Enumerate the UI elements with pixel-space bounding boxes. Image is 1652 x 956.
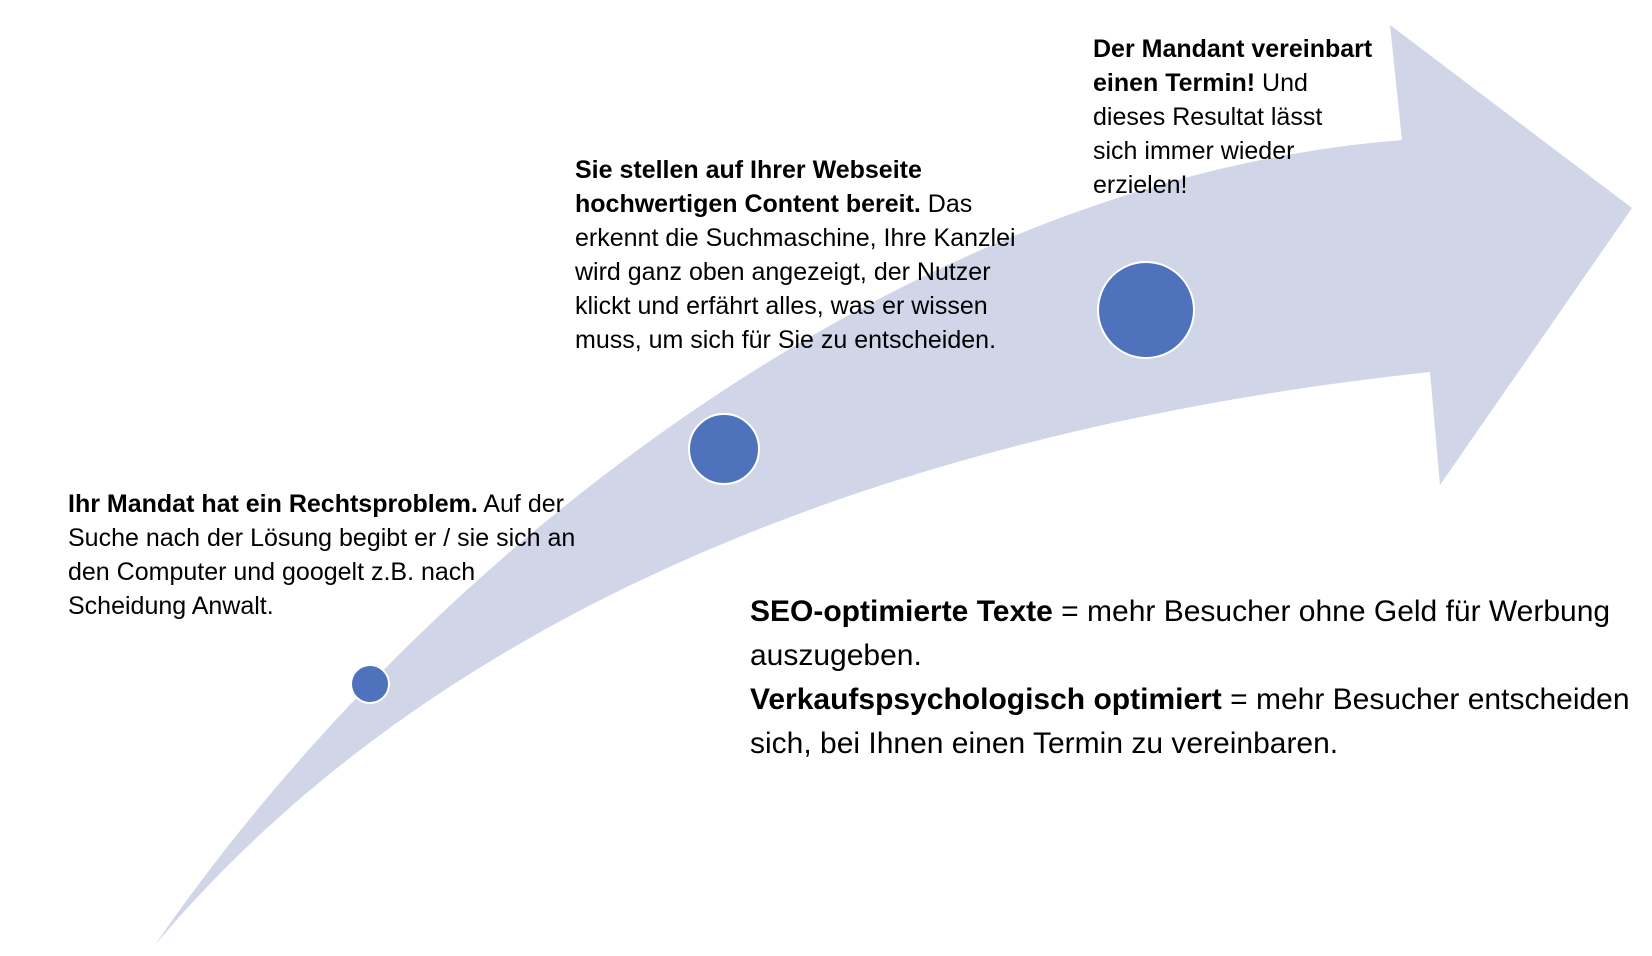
step-2-text	[575, 153, 1045, 357]
summary-2-explanation: = mehr Besucher entscheiden sich, bei Ihnen einen Termin zu vereinbaren.	[750, 683, 1630, 760]
step-1-heading: Ihr Mandat hat ein Rechtsproblem.	[68, 490, 478, 518]
summary-1-explanation: = mehr Besucher ohne Geld für Werbung auszugeben.	[750, 595, 1611, 672]
summary-line-2	[750, 678, 1630, 766]
step-3-heading: Der Mandant vereinbart einen Termin!	[1093, 35, 1373, 97]
timeline-dot-2	[688, 413, 760, 485]
timeline-dot-3	[1097, 261, 1195, 359]
summary-line-1	[750, 590, 1630, 678]
step-2-description: Das erkennt die Suchmaschine, Ihre Kanzlei wird ganz oben angezeigt, der Nutzer klickt und erfährt alles, was er wissen muss, um sich für Sie zu entscheiden.	[575, 190, 1016, 354]
summary-block	[750, 590, 1630, 766]
step-1-text	[68, 487, 588, 623]
step-3-description: Und dieses Resultat lässt sich immer wieder erzielen!	[1093, 69, 1323, 199]
step-2-heading: Sie stellen auf Ihrer Webseite hochwertigen Content bereit.	[575, 156, 922, 218]
timeline-dot-1	[350, 664, 390, 704]
step-1-description: Auf der Suche nach der Lösung begibt er / sie sich an den Computer und googelt z.B. nach Scheidung Anwalt.	[68, 490, 576, 620]
step-3-text	[1093, 32, 1373, 202]
summary-2-term: Verkaufspsychologisch optimiert	[750, 683, 1222, 716]
summary-1-term: SEO-optimierte Texte	[750, 595, 1053, 628]
